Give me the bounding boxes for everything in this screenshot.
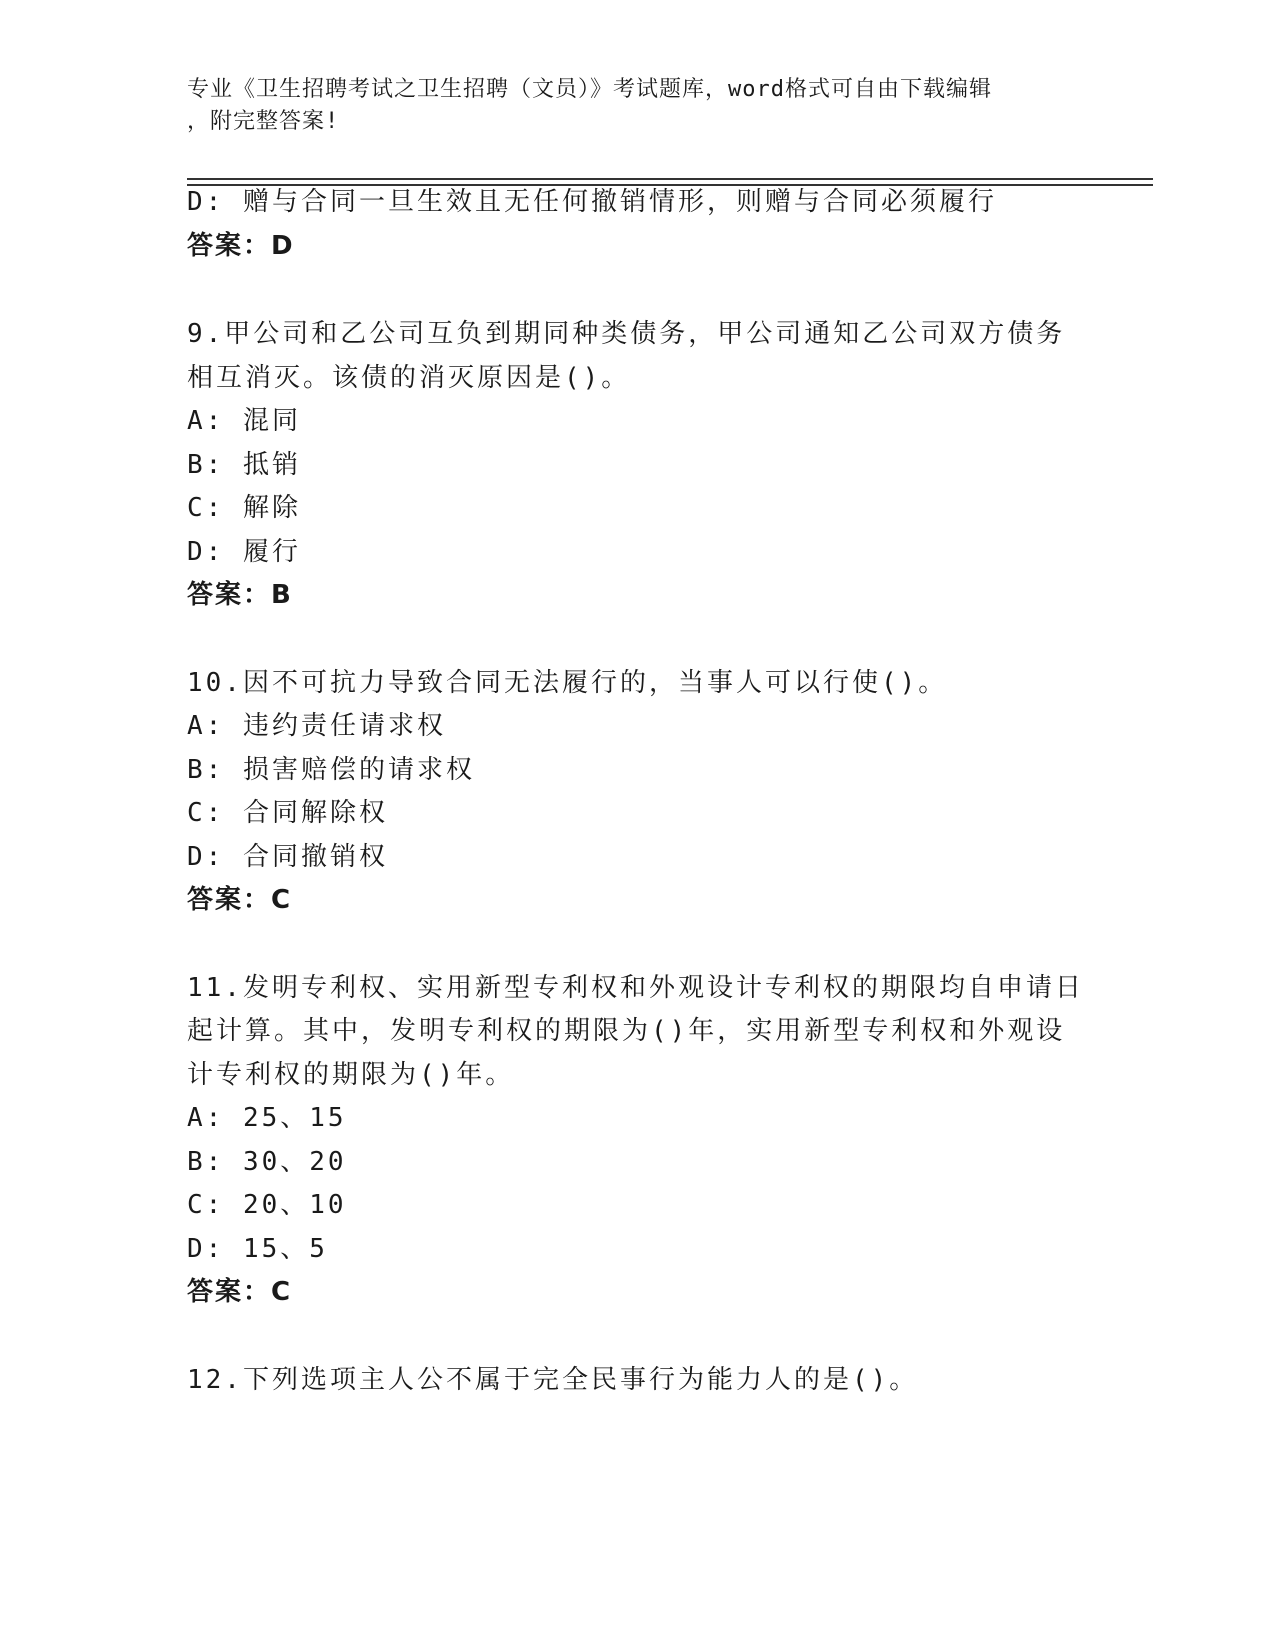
q9-option-a: A: 混同 — [187, 406, 301, 436]
q9-option-b: B: 抵销 — [187, 450, 301, 480]
q9-answer: 答案：B — [187, 580, 293, 610]
q11-text-line-1: 11.发明专利权、实用新型专利权和外观设计专利权的期限均自申请日 — [187, 973, 1084, 1003]
q9-text-line-2: 相互消灭。该债的消灭原因是()。 — [187, 363, 631, 393]
header-line-2: ，附完整答案! — [187, 109, 340, 134]
header-line-1: 专业《卫生招聘考试之卫生招聘（文员）》考试题库，word格式可自由下载编辑 — [187, 77, 992, 102]
q10-option-b: B: 损害赔偿的请求权 — [187, 755, 475, 785]
header-divider-top — [187, 178, 1153, 180]
q10-text-line-1: 10.因不可抗力导致合同无法履行的，当事人可以行使()。 — [187, 668, 948, 698]
q10-answer: 答案：C — [187, 885, 293, 915]
q9-text-line-1: 9.甲公司和乙公司互负到期同种类债务，甲公司通知乙公司双方债务 — [187, 319, 1066, 349]
q9-option-c: C: 解除 — [187, 493, 301, 523]
q10-option-c: C: 合同解除权 — [187, 798, 388, 828]
q11-option-d: D: 15、5 — [187, 1234, 328, 1264]
q11-option-c: C: 20、10 — [187, 1190, 347, 1220]
q12-text-line-1: 12.下列选项主人公不属于完全民事行为能力人的是()。 — [187, 1365, 919, 1395]
q11-option-a: A: 25、15 — [187, 1103, 347, 1133]
q10-option-a: A: 违约责任请求权 — [187, 711, 446, 741]
q11-answer: 答案：C — [187, 1277, 293, 1307]
prev-option-d: D: 赠与合同一旦生效且无任何撤销情形，则赠与合同必须履行 — [187, 187, 997, 217]
q11-option-b: B: 30、20 — [187, 1147, 347, 1177]
q10-option-d: D: 合同撤销权 — [187, 842, 388, 872]
q9-option-d: D: 履行 — [187, 537, 301, 567]
q11-text-line-3: 计专利权的期限为()年。 — [187, 1060, 515, 1090]
q11-text-line-2: 起计算。其中，发明专利权的期限为()年，实用新型专利权和外观设 — [187, 1016, 1066, 1046]
page-header — [187, 74, 1067, 138]
prev-answer: 答案：D — [187, 231, 295, 261]
